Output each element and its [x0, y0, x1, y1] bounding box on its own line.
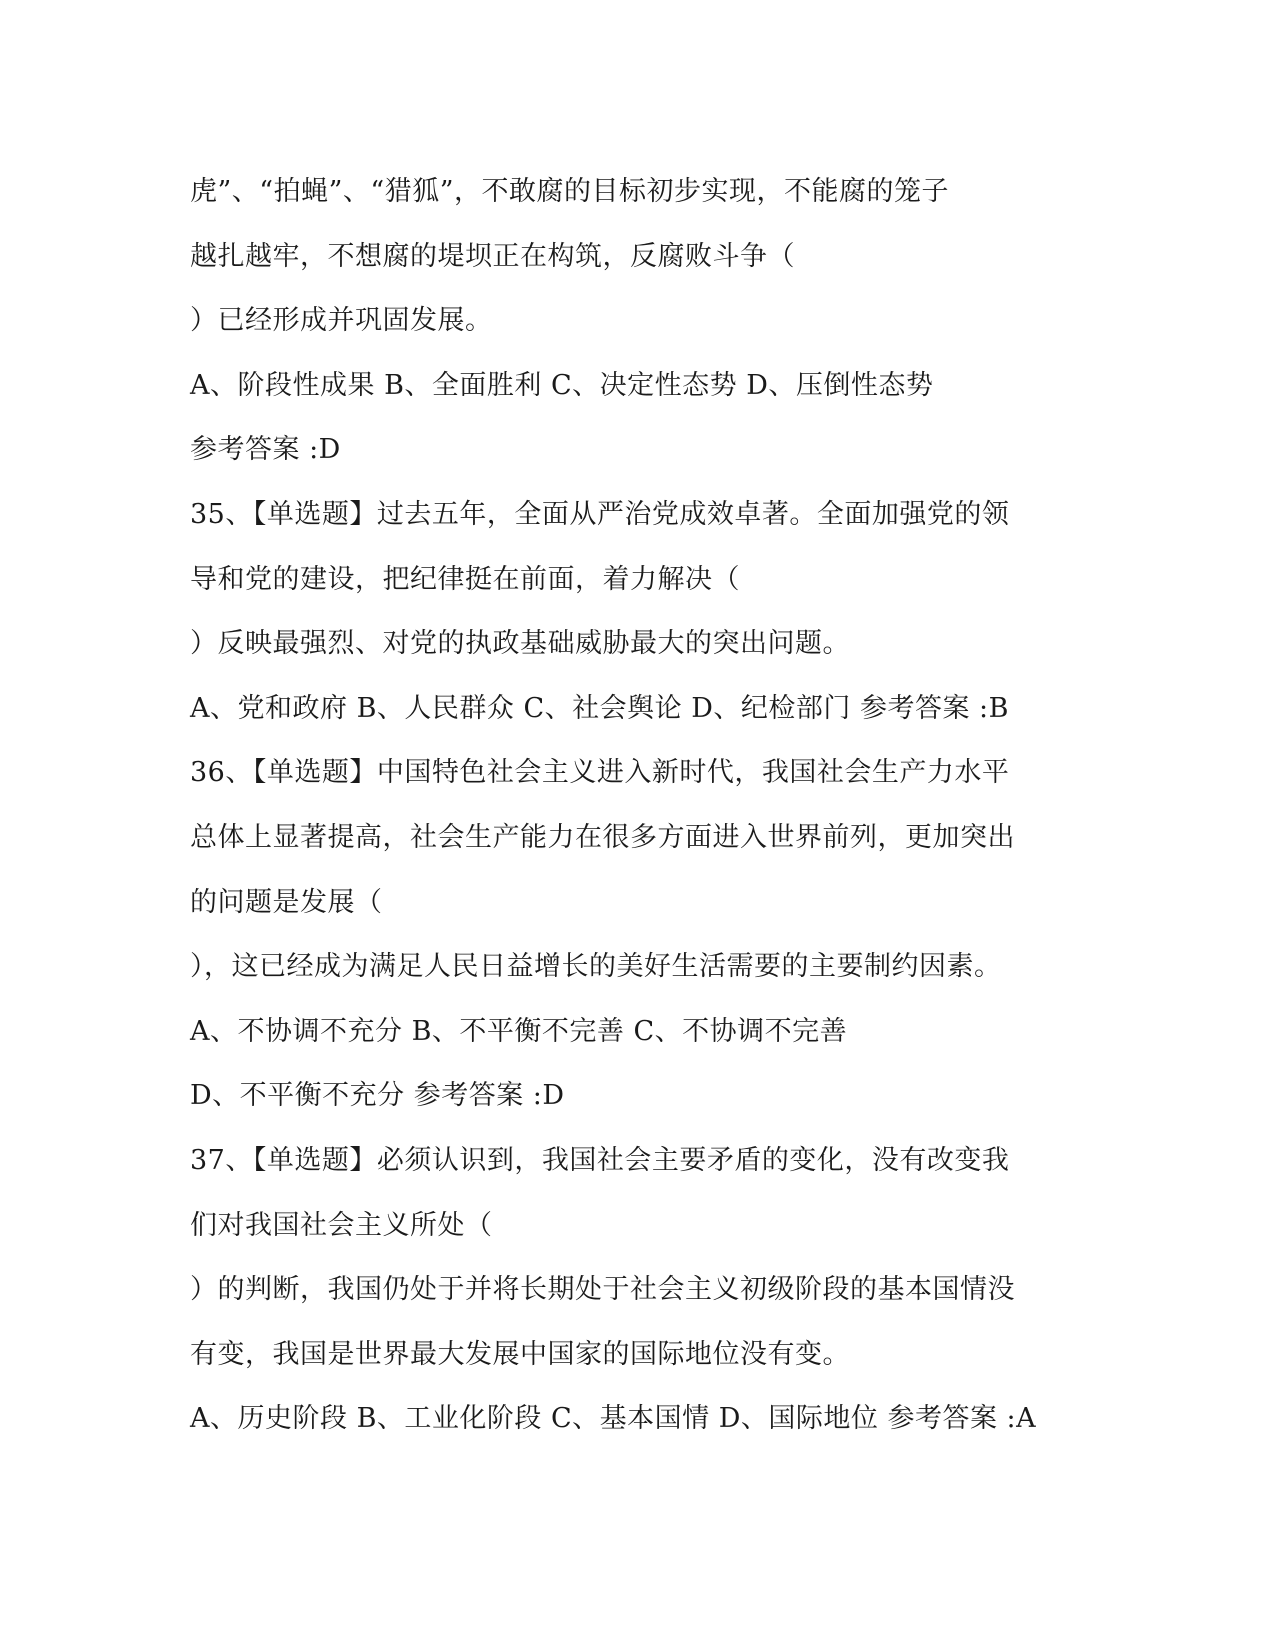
reference-answer: 参考答案 :D	[190, 434, 341, 466]
text-line: ）已经形成并巩固发展。	[190, 305, 493, 337]
question-36-text: 36、【单选题】中国特色社会主义进入新时代，我国社会生产力水平	[190, 757, 1010, 789]
text-line: 总体上显著提高，社会生产能力在很多方面进入世界前列，更加突出	[190, 821, 1015, 853]
text-line: 们对我国社会主义所处（	[190, 1209, 493, 1241]
question-35-text: 35、【单选题】过去五年，全面从严治党成效卓著。全面加强党的领	[190, 498, 1010, 530]
answer-options: A、不协调不充分 B、不平衡不完善 C、不协调不完善	[190, 1015, 848, 1047]
text-line: ）的判断，我国仍处于并将长期处于社会主义初级阶段的基本国情没	[190, 1274, 1015, 1306]
text-line: 有变，我国是世界最大发展中国家的国际地位没有变。	[190, 1338, 850, 1370]
text-line: 导和党的建设，把纪律挺在前面，着力解决（	[190, 563, 740, 595]
text-line: 的问题是发展（	[190, 886, 383, 918]
question-37-text: 37、【单选题】必须认识到，我国社会主要矛盾的变化，没有改变我	[190, 1144, 1010, 1176]
answer-options: A、党和政府 B、人民群众 C、社会舆论 D、纪检部门 参考答案 :B	[190, 692, 1009, 724]
answer-options: A、阶段性成果 B、全面胜利 C、决定性态势 D、压倒性态势	[190, 369, 934, 401]
text-line: 虎”、“拍蝇”、“猎狐”，不敢腐的目标初步实现，不能腐的笼子	[190, 176, 950, 207]
text-line: 越扎越牢，不想腐的堤坝正在构筑，反腐败斗争（	[190, 240, 795, 272]
answer-options: A、历史阶段 B、工业化阶段 C、基本国情 D、国际地位 参考答案 :A	[190, 1403, 1037, 1435]
text-line: ）反映最强烈、对党的执政基础威胁最大的突出问题。	[190, 628, 850, 660]
question-text-block	[190, 160, 1090, 1452]
text-line: ），这已经成为满足人民日益增长的美好生活需要的主要制约因素。	[190, 951, 1002, 983]
answer-options: D、不平衡不充分 参考答案 :D	[190, 1080, 565, 1112]
